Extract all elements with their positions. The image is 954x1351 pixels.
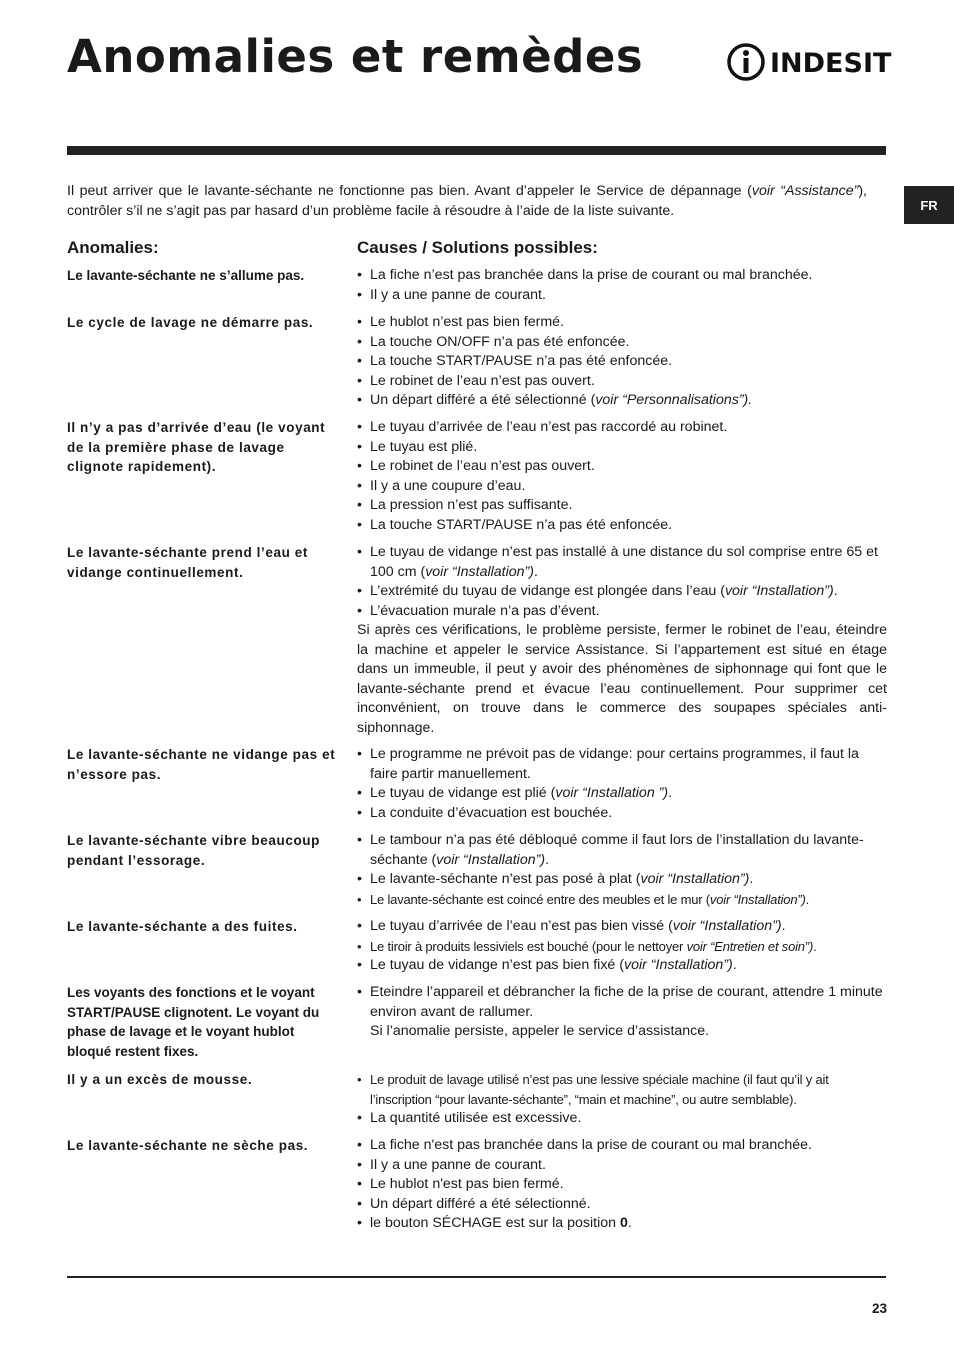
cause-text: Le tiroir à produits lessiviels est bouché (pour le nettoyer: [370, 938, 687, 954]
cause-reference: voir “Installation”): [425, 563, 535, 580]
cause-item: [357, 745, 887, 784]
cause-suffix: .: [749, 871, 754, 887]
cause-text: Le tuyau de vidange n’est pas bien fixé (: [370, 957, 624, 973]
header-rule: [67, 146, 886, 155]
cause-item: [357, 438, 887, 458]
cause-text: Le produit de lavage utilisé n’est pas une lessive spéciale machine (il faut qu’il y ait l’inscription “pour lavante-séchante”, “main et machine”, ou autre semblable).: [370, 1072, 829, 1107]
causes-cell: [357, 983, 887, 1042]
cause-text: Le robinet de l’eau n’est pas ouvert.: [370, 458, 595, 474]
anomaly-label: Le lavante-séchante vibre beaucoup pendant l’essorage.: [67, 833, 320, 868]
cause-suffix: .: [534, 563, 538, 580]
cause-text: Le tambour n’a pas été débloqué comme il faut lors de l’installation du lavante-séchante (: [370, 832, 864, 868]
causes-list: [357, 1070, 887, 1129]
cause-text: La conduite d’évacuation est bouchée.: [370, 804, 613, 821]
cause-reference: voir “Entretien et soin”): [686, 938, 814, 954]
cause-item: [357, 956, 887, 976]
anomaly-label: Il y a un excès de mousse.: [67, 1072, 253, 1087]
indesit-i-icon: [726, 42, 766, 82]
cause-text: Le tuyau d’arrivée de l’eau n’est pas bien vissé (: [370, 918, 673, 934]
cause-item: [357, 391, 887, 411]
cause-item: [357, 1195, 887, 1215]
brand-logo: [726, 42, 892, 82]
cause-item: [357, 1175, 887, 1195]
causes-cell: [357, 418, 887, 535]
cause-text: La touche START/PAUSE n’a pas été enfoncée.: [370, 353, 673, 369]
intro-paragraph: [67, 181, 867, 221]
cause-text: Il y a une panne de courant.: [370, 1156, 546, 1173]
cause-item: [357, 983, 887, 1022]
anomaly-label: Il n’y a pas d’arrivée d’eau (le voyant de la première phase de lavage clignote rapidement).: [67, 420, 326, 474]
cause-item: [357, 372, 887, 392]
cause-item: [357, 602, 887, 622]
anomaly-label: Les voyants des fonctions et le voyant START/PAUSE clignotent. Le voyant du phase de lavage et le voyant hublot bloqué restent fixes.: [67, 985, 320, 1059]
anomalies-heading: Anomalies:: [67, 238, 159, 257]
intro-text-2: ), contrôler s’il ne s’agit pas par hasard d’un problème facile à résoudre à l’aide de la liste suivante.: [67, 183, 867, 219]
page-number: 23: [872, 1301, 888, 1316]
cause-text: Il y a une panne de courant.: [370, 286, 546, 303]
causes-cell: [357, 1136, 887, 1234]
cause-text: La touche ON/OFF n’a pas été enfoncée.: [370, 333, 630, 350]
anomaly-label: Le lavante-séchante prend l’eau et vidange continuellement.: [67, 545, 308, 580]
cause-text: Le hublot n’est pas bien fermé.: [370, 314, 565, 330]
cause-suffix: .: [732, 957, 737, 973]
causes-cell: [357, 1070, 887, 1129]
causes-heading: Causes / Solutions possibles:: [357, 238, 598, 257]
cause-text: Le hublot n'est pas bien fermé.: [370, 1176, 564, 1192]
cause-item: [357, 870, 887, 890]
cause-item: [357, 286, 887, 306]
cause-text: La quantité utilisée est excessive.: [370, 1110, 582, 1126]
cause-item: [357, 1136, 887, 1156]
cause-item: [357, 1109, 887, 1129]
cause-item: [357, 333, 887, 353]
cause-item: [357, 543, 887, 582]
cause-text: Le lavante-séchante est coincé entre des meubles et le mur (: [370, 891, 710, 907]
causes-list: [357, 831, 887, 909]
causes-list: [357, 745, 887, 823]
cause-item: [357, 313, 887, 333]
cause-item: [357, 352, 887, 372]
cause-text: La fiche n’est pas branchée dans la prise de courant ou mal branchée.: [370, 267, 813, 283]
cause-text: L’évacuation murale n’a pas d’évent.: [370, 602, 600, 619]
cause-item: [357, 1214, 887, 1234]
causes-list: [357, 917, 887, 976]
intro-text-1: Il peut arriver que le lavante-séchante ne fonctionne pas bien. Avant d’appeler le Service de dépannage (: [67, 183, 752, 199]
cause-text: Un départ différé a été sélectionné.: [370, 1195, 591, 1212]
cause-item: [357, 516, 887, 536]
cause-note: Si après ces vérifications, le problème persiste, fermer le robinet de l’eau, éteindre la machine et appeler le service Assistance. Si l’appartement est situé en étage dans un immeuble, il peut y avoir des phénomènes de siphonnage qui font que le lavante-séchante prend et évacue l’eau continuellement. Pour supprimer cet inconvénient, on trouve dans le commerce des soupapes spéciales anti-siphonnage.: [357, 622, 887, 736]
cause-reference: voir “Installation”): [436, 851, 546, 868]
cause-text: Le lavante-séchante n’est pas posé à plat (: [370, 871, 641, 887]
cause-text: La pression n’est pas suffisante.: [370, 497, 573, 513]
brand-name: INDESIT: [770, 48, 892, 79]
anomaly-label: Le cycle de lavage ne démarre pas.: [67, 315, 314, 330]
cause-note: Si l’anomalie persiste, appeler le service d’assistance.: [370, 1023, 710, 1039]
cause-text: Eteindre l’appareil et débrancher la fiche de la prise de courant, attendre 1 minute environ avant de rallumer.: [370, 984, 883, 1020]
cause-item: [357, 890, 887, 910]
causes-cell: [357, 745, 887, 823]
anomaly-label: Le lavante-séchante a des fuites.: [67, 919, 298, 934]
cause-suffix: .: [805, 891, 810, 907]
cause-reference: voir “Personnalisations”).: [595, 392, 753, 408]
cause-item: [357, 917, 887, 937]
anomaly-label: Le lavante-séchante ne vidange pas et n’essore pas.: [67, 747, 336, 782]
cause-item: [357, 582, 887, 602]
cause-suffix: .: [813, 938, 817, 954]
cause-text: Le robinet de l’eau n’est pas ouvert.: [370, 372, 595, 389]
causes-cell: [357, 313, 887, 411]
cause-text: Le tuyau de vidange n’est pas installé à une distance du sol comprise entre 65 et 100 cm (: [370, 544, 878, 580]
cause-item: [357, 804, 887, 824]
cause-suffix: .: [668, 785, 673, 801]
cause-text: La touche START/PAUSE n’a pas été enfoncée.: [370, 516, 673, 533]
causes-list: [357, 983, 887, 1022]
cause-text: Le tuyau de vidange est plié (: [370, 785, 556, 801]
anomaly-label: Le lavante-séchante ne s’allume pas.: [67, 268, 305, 283]
causes-list: [357, 418, 887, 535]
cause-text: L’extrémité du tuyau de vidange est plongée dans l’eau (: [370, 583, 725, 599]
cause-suffix: .: [781, 918, 786, 934]
cause-suffix: .: [627, 1215, 632, 1231]
cause-item: [357, 418, 887, 438]
cause-text: Le tuyau est plié.: [370, 438, 478, 455]
cause-item: [357, 1156, 887, 1176]
cause-reference: voir “Installation”): [709, 891, 806, 907]
cause-text: Le programme ne prévoit pas de vidange: pour certains programmes, il faut la faire partir manuellement.: [370, 746, 859, 782]
causes-list: [357, 1136, 887, 1234]
cause-reference: voir “Installation”): [623, 957, 733, 973]
anomaly-label: Le lavante-séchante ne sèche pas.: [67, 1138, 309, 1153]
cause-text: le bouton SÉCHAGE est sur la position: [370, 1215, 620, 1231]
cause-suffix: .: [833, 583, 838, 599]
cause-reference: voir “Installation”): [640, 871, 750, 887]
causes-list: [357, 313, 887, 411]
causes-cell: [357, 831, 887, 909]
causes-cell: [357, 266, 887, 305]
language-tab: FR: [904, 186, 954, 224]
cause-reference: voir “Installation”): [724, 583, 834, 599]
page-title: Anomalies et remèdes: [67, 30, 644, 83]
cause-text: Un départ différé a été sélectionné (: [370, 392, 596, 408]
position-value: 0: [620, 1215, 628, 1231]
cause-item: [357, 937, 887, 957]
cause-text: La fiche n'est pas branchée dans la prise de courant ou mal branchée.: [370, 1137, 813, 1153]
causes-cell: [357, 543, 887, 738]
causes-list: [357, 543, 887, 621]
cause-item: [357, 457, 887, 477]
cause-item: [357, 496, 887, 516]
cause-item: [357, 477, 887, 497]
cause-item: [357, 784, 887, 804]
footer-rule: [67, 1276, 886, 1278]
intro-ref: voir “Assistance”: [751, 183, 859, 199]
causes-cell: [357, 917, 887, 976]
causes-list: [357, 266, 887, 305]
cause-text: Il y a une coupure d’eau.: [370, 477, 526, 494]
cause-reference: voir “Installation”): [672, 918, 782, 934]
cause-item: [357, 1070, 887, 1109]
cause-suffix: .: [545, 851, 550, 868]
cause-item: [357, 266, 887, 286]
cause-item: [357, 831, 887, 870]
cause-text: Le tuyau d’arrivée de l’eau n’est pas raccordé au robinet.: [370, 419, 728, 435]
cause-reference: voir “Installation ”): [555, 785, 669, 801]
